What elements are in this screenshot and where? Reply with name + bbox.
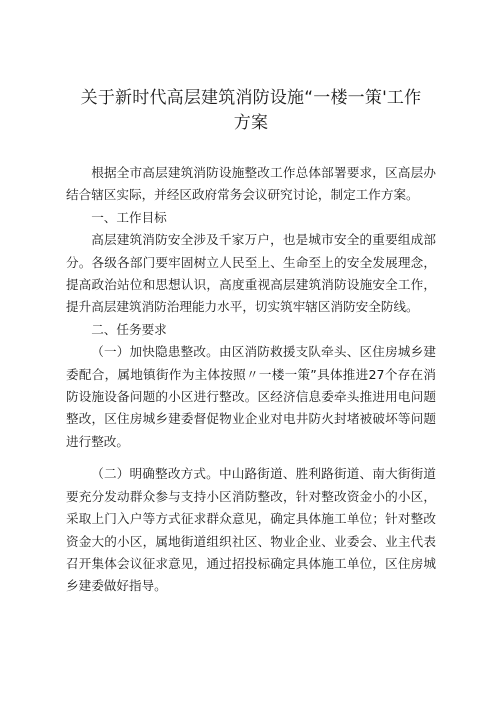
document-body xyxy=(66,162,436,598)
task-item-2: （二）明确整改方式。中山路街道、胜利路街道、南大街街道要充分发动群众参与支持小区消防整改，针对整改资金小的小区，采取上门入户等方式征求群众意见，确定具体施工单位；针对整改资金大的小区，属地街道组织社区、物业企业、业委会、业主代表召开集体会议征求意见，通过招投标确定具体施工单位，区住房城乡建委做好指导。 xyxy=(66,466,436,594)
document-title-line1: 关于新时代高层建筑消防设施“一楼一策'工作 xyxy=(80,88,422,108)
intro-paragraph: 根据全市高层建筑消防设施整改工作总体部署要求，区高层办结合辖区实际，并经区政府常务会议研究讨论，制定工作方案。 xyxy=(66,165,436,203)
section1-heading: 一、工作目标 xyxy=(91,209,167,225)
document-title-line2: 方案 xyxy=(233,113,269,133)
task-item-1: （一）加快隐患整改。由区消防救援支队牵头、区住房城乡建委配合，属地镇街作为主体按照〃一楼一策”具体推进27个存在消防设施设备问题的小区进行整改。区经济信息委牵头推进用电问题整改，区住房城乡建委督促物业企业对电井防火封堵被破坏等问题进行整改。 xyxy=(66,344,436,449)
section2-heading: 二、任务要求 xyxy=(91,321,167,337)
document-title xyxy=(66,0,436,136)
section1-paragraph: 高层建筑消防安全涉及千家万户，也是城市安全的重要组成部分。各级各部门要牢固树立人民至上、生命至上的安全发展理念，提高政治站位和思想认识，高度重视高层建筑消防设施安全工作，提升高层建筑消防治理能力水平，切实筑牢辖区消防安全防线。 xyxy=(66,232,436,315)
